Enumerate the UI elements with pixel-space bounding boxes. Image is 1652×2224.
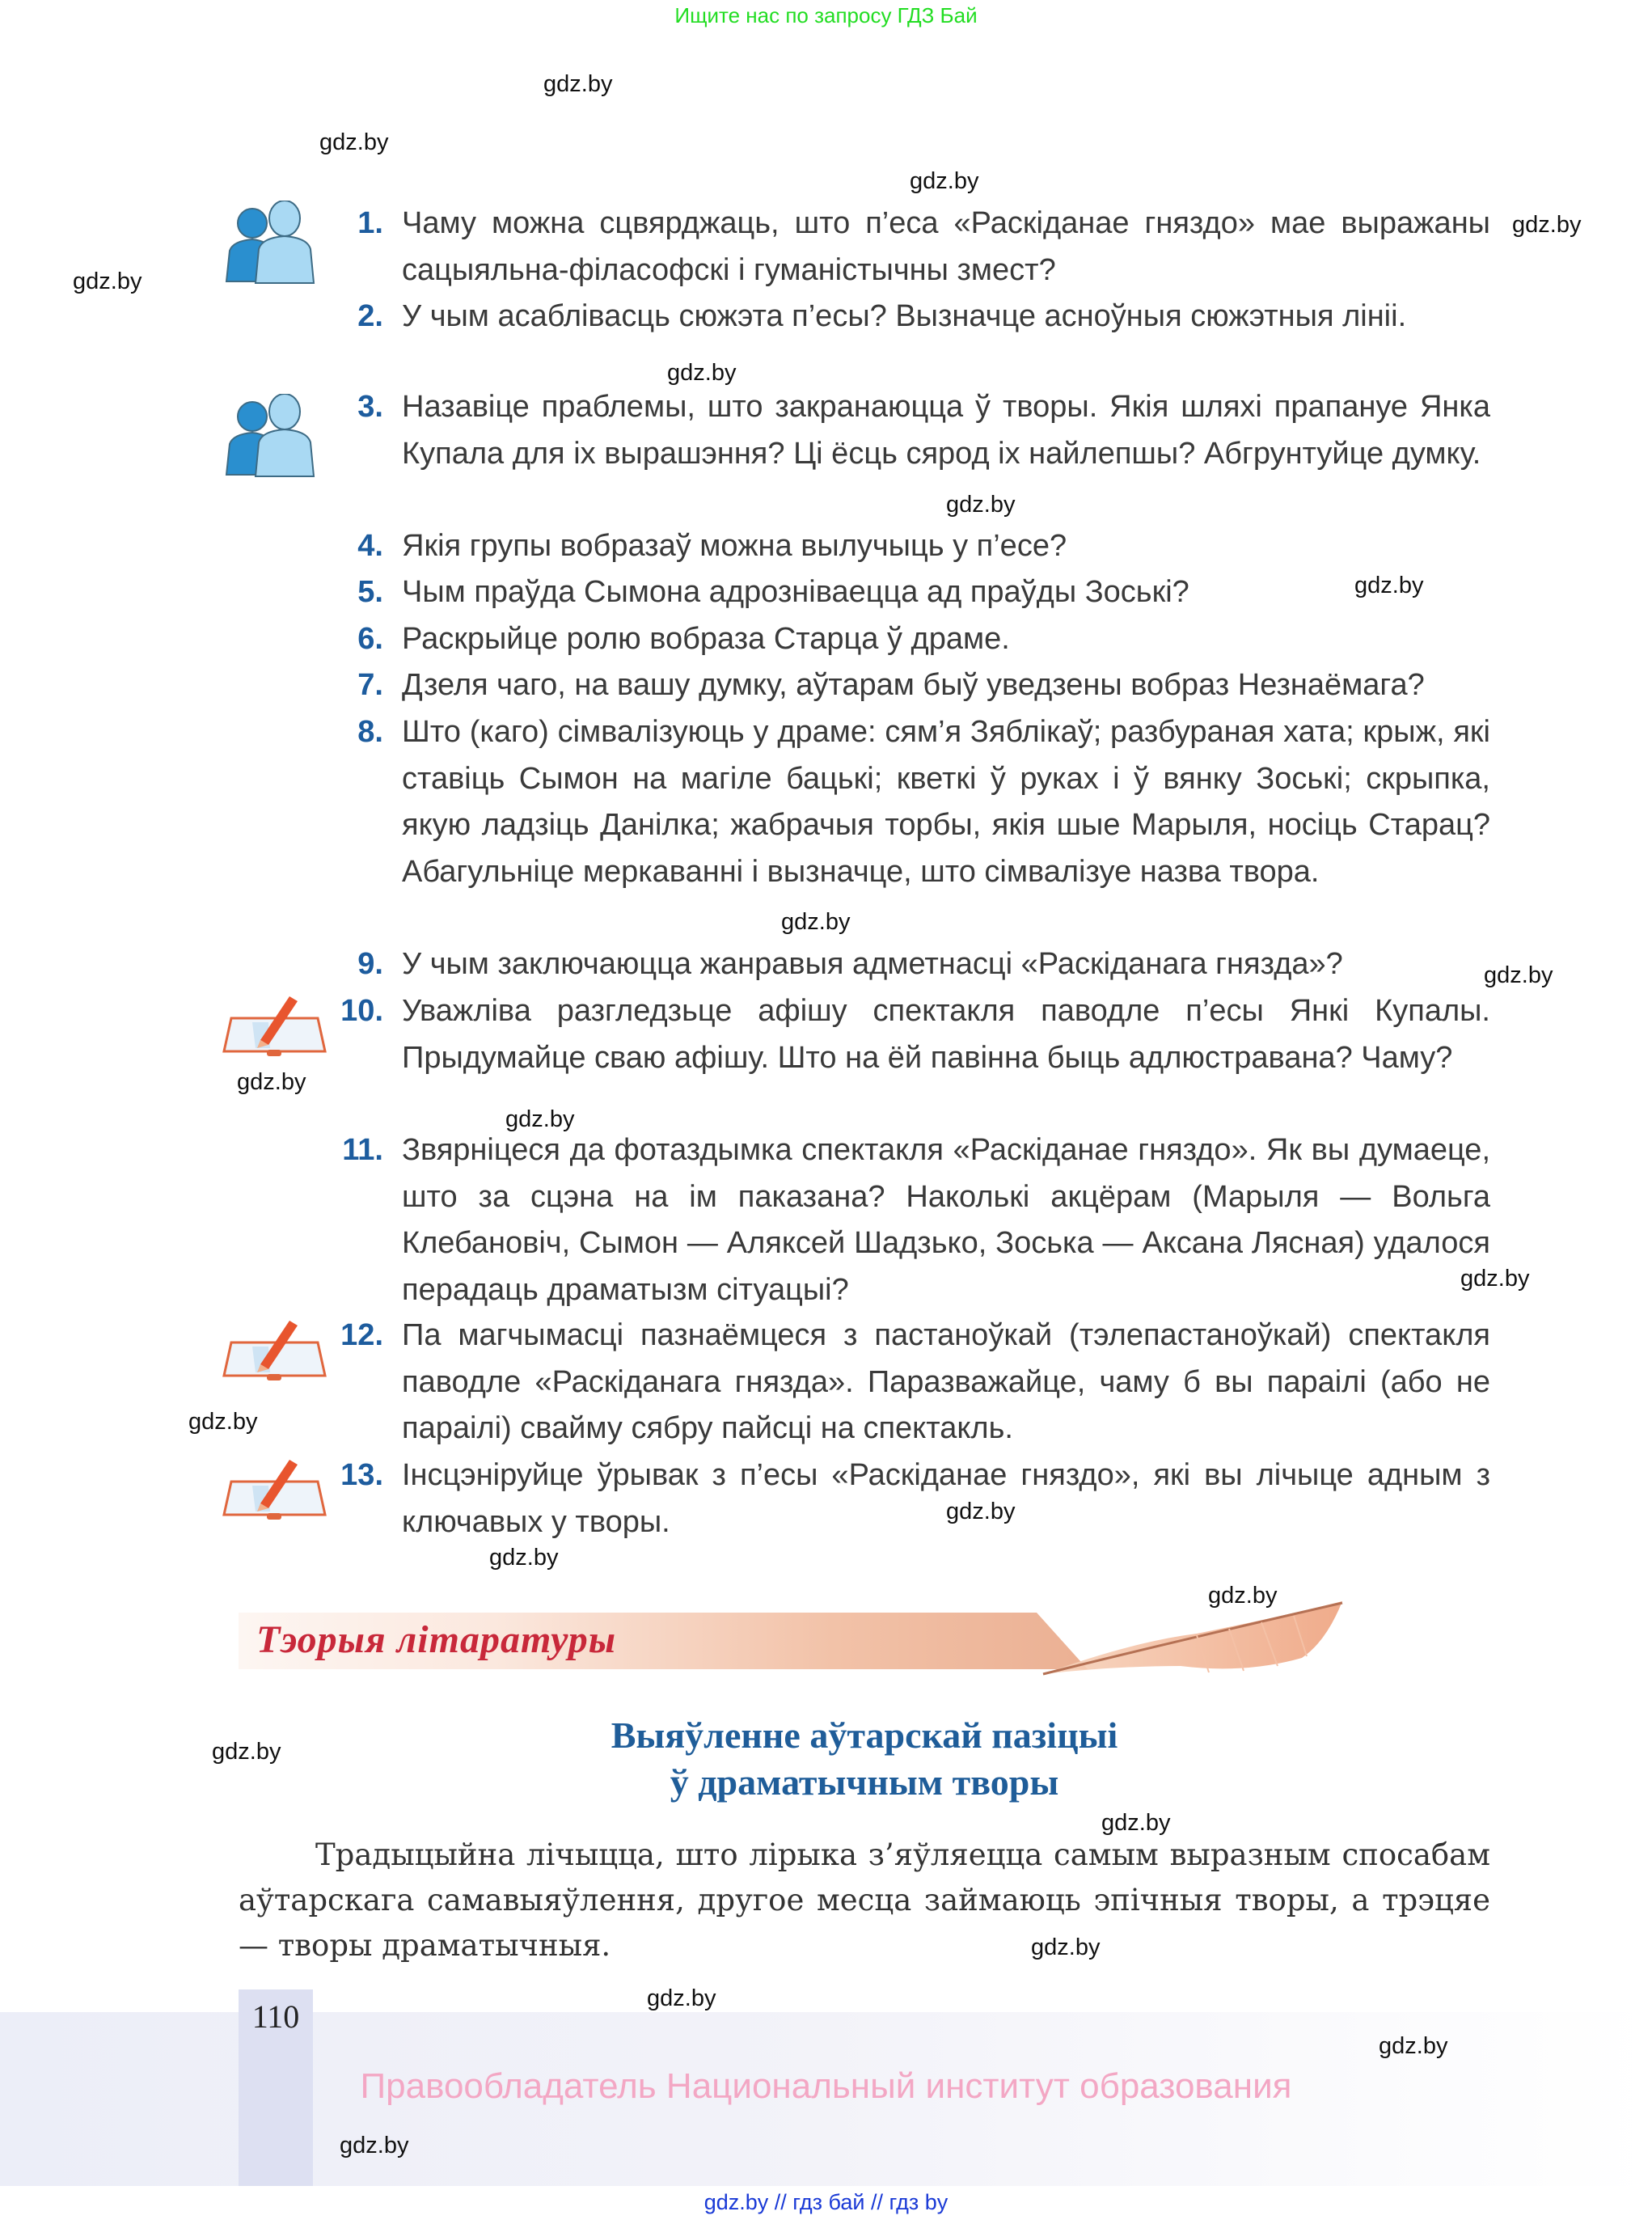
question-text: Назавіце праблемы, што закранаюцца ў творы. Якія шляхі прапануе Янка Купала для іх вырашэння? Ці ёсць сярод іх найлепшы? Абгрунтуйце думку. bbox=[402, 390, 1490, 471]
writing-task-icon bbox=[220, 1453, 329, 1526]
watermark: gdz.by bbox=[1031, 1934, 1101, 1960]
watermark: gdz.by bbox=[1460, 1266, 1530, 1292]
question-number: 6. bbox=[357, 622, 383, 656]
question-text: Што (каго) сімвалізуюць у драме: сям’я Зяблікаў; разбураная хата; крыж, які ставіць Сымон на магіле бацькі; кветкі ў руках і ў вянку Зоські; скрыпка, якую ладзіць Данілка; жабрачыя торбы, якія шые Марыля, носіць Старац? Абагульніце меркаванні і вызначце, што сімвалізуе назва твора. bbox=[402, 715, 1490, 889]
question-10 bbox=[332, 988, 1490, 1081]
question-8 bbox=[332, 709, 1490, 895]
question-4 bbox=[332, 523, 1490, 570]
watermark: gdz.by bbox=[543, 71, 613, 97]
watermark: gdz.by bbox=[319, 129, 389, 155]
watermark: gdz.by bbox=[946, 1499, 1016, 1524]
question-number: 4. bbox=[357, 529, 383, 563]
question-text: Раскрыйце ролю вобраза Старца ў драме. bbox=[402, 622, 1010, 656]
watermark: gdz.by bbox=[340, 2133, 409, 2158]
question-13 bbox=[332, 1452, 1490, 1545]
pair-work-icon bbox=[220, 394, 325, 483]
question-text: Па магчымасці пазнаёмцеся з пастаноўкай (тэлепастаноўкай) спектакля паводле «Раскіданага гнязда». Паразважайце, чаму б вы параілі (або не параілі) свайму сябру пайсці на спектакль. bbox=[402, 1318, 1490, 1445]
watermark: gdz.by bbox=[667, 360, 737, 386]
theory-of-literature-banner bbox=[239, 1609, 1346, 1674]
question-text: Дзеля чаго, на вашу думку, аўтарам быў уведзены вобраз Незнаёмага? bbox=[402, 668, 1425, 702]
question-number: 13. bbox=[340, 1458, 383, 1492]
copyright-notice: Правообладатель Национальный институт образования bbox=[360, 2066, 1292, 2106]
watermark: gdz.by bbox=[781, 909, 851, 935]
watermark: gdz.by bbox=[647, 1985, 716, 2011]
question-text: Чаму можна сцвярджаць, што п’еса «Раскіданае гняздо» мае выражаны сацыяльна-філасофскі і гуманістычны змест? bbox=[402, 206, 1490, 287]
writing-task-icon bbox=[220, 1314, 329, 1387]
page-number: 110 bbox=[251, 1998, 300, 2035]
question-text: Звярніцеся да фотаздымка спектакля «Раскіданае гняздо». Як вы думаеце, што за сцэна на ім паказана? Наколькі акцёрам (Марыля — Вольга Клебановіч, Сымон — Аляксей Шадзько, Зоська — Аксана Лясная) удалося перадаць драматызм сітуацыі? bbox=[402, 1133, 1490, 1307]
question-number: 9. bbox=[357, 947, 383, 981]
question-number: 11. bbox=[342, 1133, 383, 1167]
section-heading-line-2: ў драматычным творы bbox=[670, 1761, 1059, 1803]
watermark: gdz.by bbox=[1484, 962, 1553, 988]
question-number: 5. bbox=[357, 575, 383, 609]
watermark: gdz.by bbox=[1101, 1810, 1171, 1836]
question-2 bbox=[332, 294, 1490, 340]
banner-label: Тэорыя літаратуры bbox=[256, 1618, 617, 1661]
question-12 bbox=[332, 1313, 1490, 1452]
question-number: 7. bbox=[357, 668, 383, 702]
question-text: У чым заключаюцца жанравыя адметнасці «Раскіданага гнязда»? bbox=[402, 947, 1343, 981]
body-paragraph bbox=[239, 1833, 1490, 1968]
watermark: gdz.by bbox=[1379, 2033, 1448, 2059]
question-text: У чым асаблівасць сюжэта п’есы? Вызначце асноўныя сюжэтныя лініі. bbox=[402, 299, 1407, 333]
watermark: gdz.by bbox=[505, 1106, 575, 1132]
watermark: gdz.by bbox=[212, 1739, 281, 1765]
question-number: 1. bbox=[357, 206, 383, 240]
watermark: gdz.by bbox=[188, 1409, 258, 1435]
question-number: 8. bbox=[357, 715, 383, 749]
question-1 bbox=[332, 201, 1490, 294]
question-number: 3. bbox=[357, 390, 383, 424]
question-5 bbox=[332, 569, 1490, 616]
watermark: gdz.by bbox=[946, 492, 1016, 518]
search-hint-banner: Ищите нас по запросу ГДЗ Бай bbox=[674, 3, 978, 27]
writing-task-icon bbox=[220, 990, 329, 1063]
question-6 bbox=[332, 616, 1490, 663]
watermark: gdz.by bbox=[73, 268, 142, 294]
section-heading-line-1: Выяўленне аўтарскай пазіцыі bbox=[611, 1715, 1118, 1756]
question-text: Чым праўда Сымона адрозніваецца ад праўды Зоські? bbox=[402, 575, 1189, 609]
watermark: gdz.by bbox=[237, 1069, 306, 1095]
question-11 bbox=[332, 1127, 1490, 1313]
question-text: Якія групы вобразаў можна вылучыць у п’есе? bbox=[402, 529, 1067, 563]
quill-feather-icon bbox=[1035, 1593, 1358, 1686]
pair-work-icon bbox=[220, 201, 325, 290]
watermark: gdz.by bbox=[1354, 573, 1424, 598]
question-text: Уважліва разгледзьце афішу спектакля паводле п’есы Янкі Купалы. Прыдумайце сваю афішу. Што на ёй павінна быць адлюстравана? Чаму? bbox=[402, 994, 1490, 1075]
watermark: gdz.by bbox=[489, 1545, 559, 1571]
watermark: gdz.by bbox=[910, 168, 979, 194]
site-links[interactable]: gdz.by // гдз бай // гдз by bbox=[703, 2190, 949, 2214]
question-9 bbox=[332, 941, 1490, 988]
watermark: gdz.by bbox=[1208, 1583, 1278, 1609]
question-text: Інсцэніруйце ўрывак з п’есы «Раскіданае гняздо», які вы лічыце адным з ключавых у творы. bbox=[402, 1458, 1490, 1539]
question-number: 2. bbox=[357, 299, 383, 333]
question-number: 10. bbox=[340, 994, 383, 1028]
body-paragraph-text: Традыцыйна лічыцца, што лірыка з’яўляецца самым выразным спосабам аўтарскага самавыяўлення, другое месца займаюць эпічныя творы, а трэцяе — творы драматычныя. bbox=[239, 1837, 1490, 1963]
question-3 bbox=[332, 384, 1490, 477]
watermark: gdz.by bbox=[1512, 212, 1582, 238]
question-number: 12. bbox=[340, 1318, 383, 1352]
question-7 bbox=[332, 662, 1490, 709]
